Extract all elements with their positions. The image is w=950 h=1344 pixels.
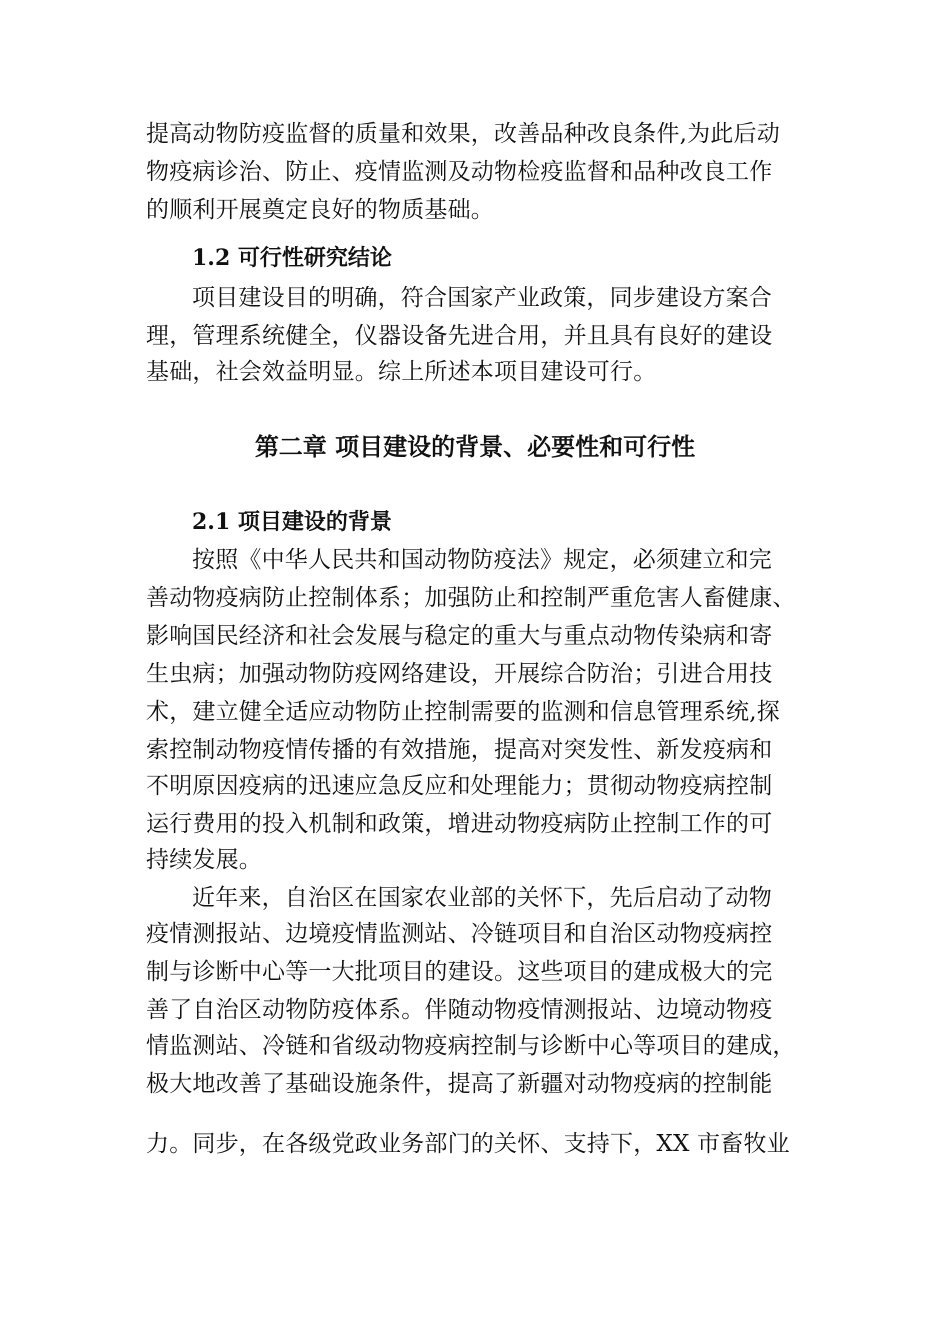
paragraph-line: 极大地改善了基础设施条件，提高了新疆对动物疫病的控制能 xyxy=(146,1071,773,1097)
paragraph-line: 运行费用的投入机制和政策，增进动物疫病防止控制工作的可 xyxy=(146,811,773,837)
paragraph-line: 近年来，自治区在国家农业部的关怀下，先后启动了动物 xyxy=(192,885,772,911)
paragraph-line: 善了自治区动物防疫体系。伴随动物疫情测报站、边境动物疫 xyxy=(146,997,773,1023)
chapter-title: 第二章 项目建设的背景、必要性和可行性 xyxy=(254,432,696,461)
paragraph-line: 持续发展。 xyxy=(146,847,262,873)
paragraph-line: 按照《中华人民共和国动物防疫法》规定，必须建立和完 xyxy=(192,547,772,573)
intro-line: 的顺利开展奠定良好的物质基础。 xyxy=(146,197,494,223)
paragraph-line: 善动物疫病防止控制体系；加强防止和控制严重危害人畜健康、 xyxy=(146,585,796,611)
paragraph-line: 力。同步，在各级党政业务部门的关怀、支持下，XX 市畜牧业 xyxy=(146,1131,790,1157)
paragraph-line: 疫情测报站、边境疫情监测站、冷链项目和自治区动物疫病控 xyxy=(146,921,773,947)
paragraph-line: 索控制动物疫情传播的有效措施，提高对突发性、新发疫病和 xyxy=(146,737,773,763)
section-1-2-line: 基础，社会效益明显。综上所述本项目建设可行。 xyxy=(146,359,657,385)
section-heading-1-2: 1.2 可行性研究结论 xyxy=(192,245,392,271)
paragraph-line: 不明原因疫病的迅速应急反应和处理能力；贯彻动物疫病控制 xyxy=(146,773,773,799)
paragraph-line: 制与诊断中心等一大批项目的建设。这些项目的建成极大的完 xyxy=(146,959,773,985)
intro-line: 物疫病诊治、防止、疫情监测及动物检疫监督和品种改良工作 xyxy=(146,159,773,185)
intro-line: 提高动物防疫监督的质量和效果，改善品种改良条件,为此后动 xyxy=(146,121,780,147)
paragraph-line: 情监测站、冷链和省级动物疫病控制与诊断中心等项目的建成， xyxy=(146,1033,796,1059)
paragraph-line: 影响国民经济和社会发展与稳定的重大与重点动物传染病和寄 xyxy=(146,623,773,649)
paragraph-line: 术，建立健全适应动物防止控制需要的监测和信息管理系统,探 xyxy=(146,699,780,725)
section-1-2-line: 项目建设目的明确，符合国家产业政策，同步建设方案合 xyxy=(192,285,772,311)
section-1-2-line: 理，管理系统健全，仪器设备先进合用，并且具有良好的建设 xyxy=(146,323,773,349)
section-heading-2-1: 2.1 项目建设的背景 xyxy=(192,509,392,535)
paragraph-line: 生虫病；加强动物防疫网络建设，开展综合防治；引进合用技 xyxy=(146,661,773,687)
